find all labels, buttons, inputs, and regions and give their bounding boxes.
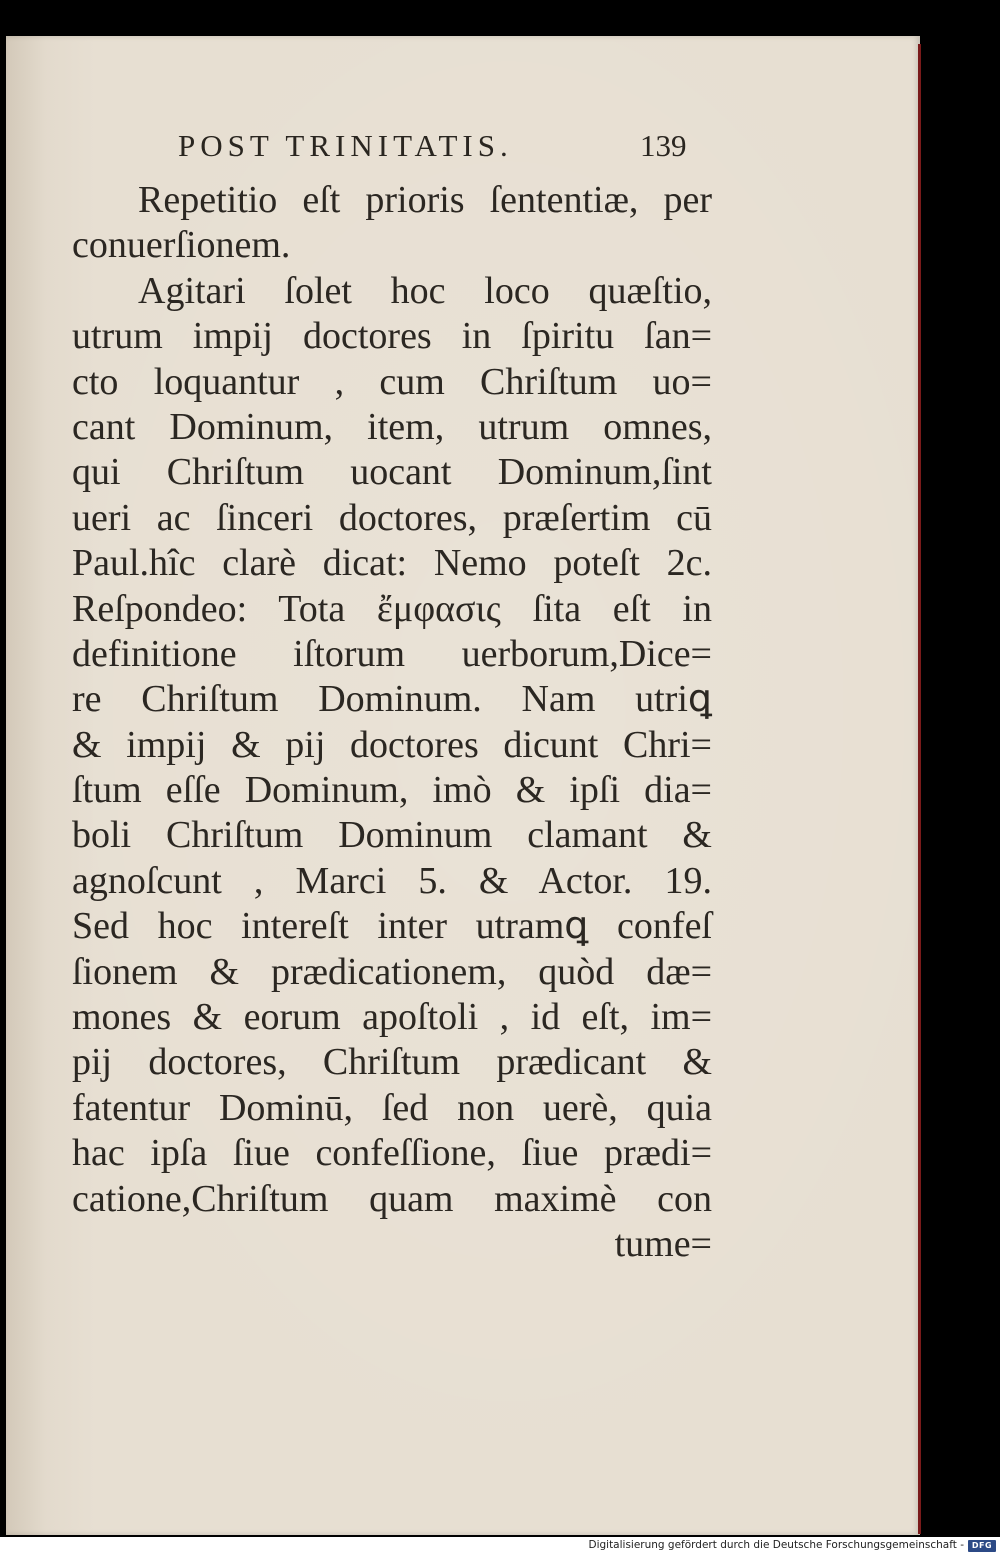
text-line: ſionem & prædicationem, quòd dæ= [72, 950, 712, 993]
text-line: utrum impij doctores in ſpiritu ſan= [72, 315, 712, 358]
digitization-footer [0, 1537, 1000, 1555]
catchword: tume= [614, 1222, 712, 1265]
text-line: re Chriſtum Dominum. Nam utriꝗ [72, 678, 712, 721]
text-line: Paul.hîc clarè dicat: Nemo poteſt 2c. [72, 542, 712, 585]
text-line: & impij & pij doctores dicunt Chri= [72, 723, 712, 766]
dfg-logo: DFG [968, 1540, 996, 1552]
text-line: fatentur Dominū, ſed non uerè, quia [72, 1086, 712, 1129]
text-line: Agitari ſolet hoc loco quæſtio, [138, 269, 712, 312]
text-line: qui Chriſtum uocant Dominum,ſint [72, 451, 712, 494]
text-line: mones & eorum apoſtoli , id eſt, im= [72, 996, 712, 1039]
text-line: Reſpondeo: Tota ἔμφασις ſita eſt in [72, 587, 712, 630]
text-line: hac ipſa ſiue confeſſione, ſiue prædi= [72, 1132, 712, 1175]
text-line: ueri ac ſinceri doctores, præſertim cū [72, 496, 712, 539]
text-line: definitione iſtorum uerborum,Dice= [72, 632, 712, 675]
text-line: agnoſcunt , Marci 5. & Actor. 19. [72, 859, 712, 902]
page-edge [918, 44, 921, 1534]
page-number: 139 [640, 128, 687, 163]
text-line: cto loquantur , cum Chriſtum uo= [72, 360, 712, 403]
body-text [72, 178, 712, 1267]
text-line: catione,Chriſtum quam maximè con [72, 1177, 712, 1220]
running-head-title: POST TRINITATIS. [178, 128, 513, 163]
text-line: conuerſionem. [72, 224, 291, 267]
running-head [0, 120, 1000, 170]
text-line: Repetitio eſt prioris ſententiæ, per [138, 179, 712, 221]
funding-credit: Digitalisierung gefördert durch die Deutsche Forschungsgemeinschaft - [588, 1539, 964, 1551]
text-line: cant Dominum, item, utrum omnes, [72, 405, 712, 448]
text-line: boli Chriſtum Dominum clamant & [72, 814, 712, 857]
text-line: Sed hoc intereſt inter utramꝗ confeſ [72, 905, 712, 948]
text-line: ſtum eſſe Dominum, imò & ipſi dia= [72, 769, 712, 812]
text-line: pij doctores, Chriſtum prædicant & [72, 1041, 712, 1084]
